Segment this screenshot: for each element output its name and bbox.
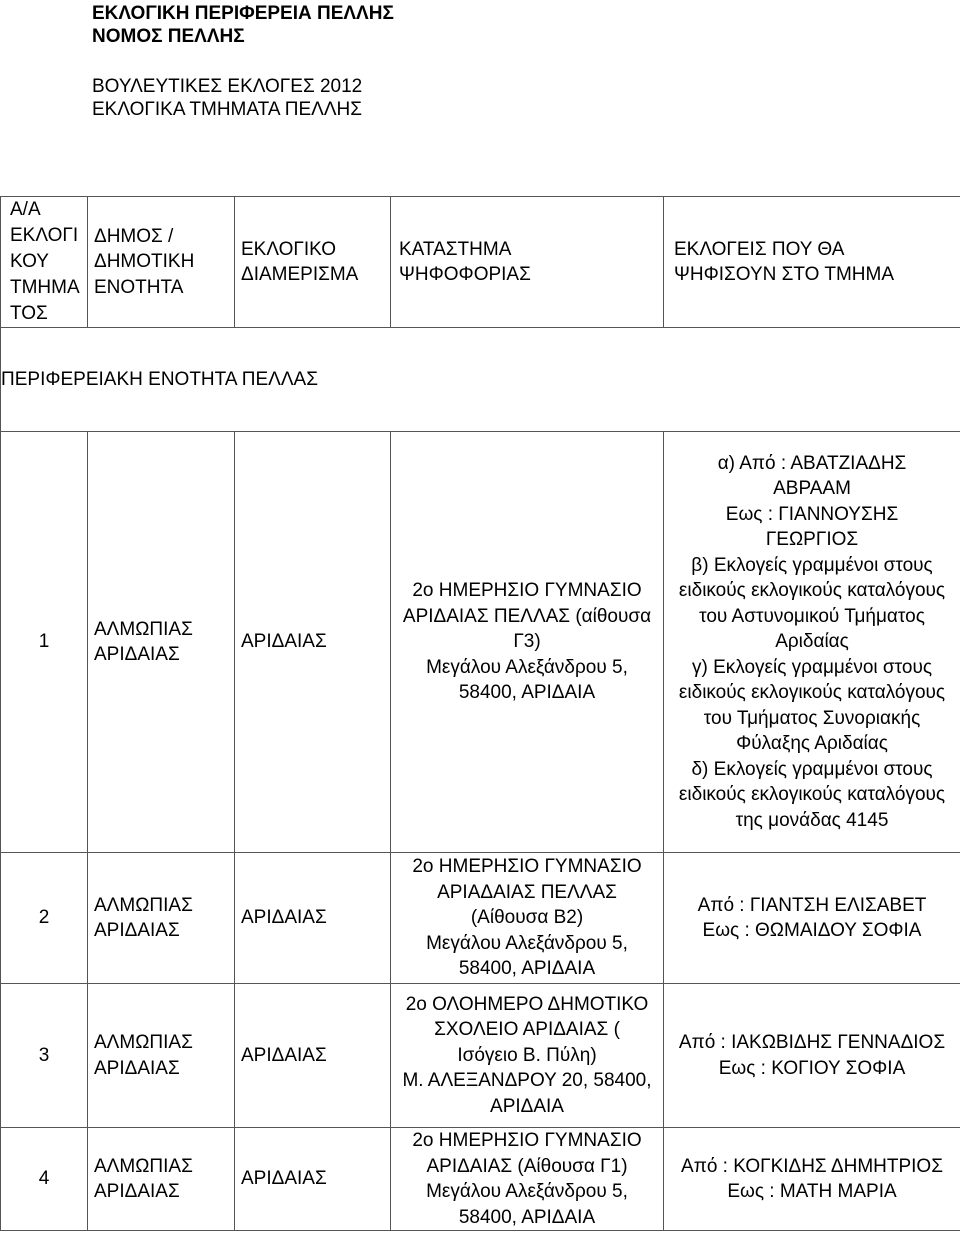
row-municipality-line: ΑΛΜΩΠΙΑΣ — [94, 894, 193, 916]
row-polling-station-line: ΑΡΙΑΔΑΙΑΣ ΠΕΛΛΑΣ — [437, 881, 617, 903]
row-polling-station-line: 58400, ΑΡΙΔΑΙΑ — [458, 1206, 596, 1228]
row-polling-station — [391, 984, 664, 1128]
column-header-line: ΕΚΛΟΓΙΚΟ — [241, 238, 337, 260]
row-voters-line: ειδικούς εκλογικούς καταλόγους — [678, 682, 946, 704]
row-polling-station-line: 2ο ΗΜΕΡΗΣΙΟ ΓΥΜΝΑΣΙΟ — [412, 1130, 642, 1151]
row-voters-line: της μονάδας 4145 — [735, 809, 889, 831]
header-sections: ΕΚΛΟΓΙΚΑ ΤΜΗΜΑΤΑ ΠΕΛΛΗΣ — [92, 99, 362, 120]
row-municipality-line: ΑΡΙΔΑΙΑΣ — [94, 920, 180, 941]
row-polling-station — [391, 853, 664, 984]
row-voters-line: Από : ΓΙΑΝΤΣΗ ΕΛΙΣΑΒΕΤ — [697, 894, 927, 916]
column-header-polling-station — [391, 197, 664, 328]
row-polling-station-line: ΑΡΙΔΑΙΑΣ (Αίθουσα Γ1) — [426, 1155, 628, 1177]
row-municipality — [88, 432, 235, 853]
row-polling-station-line: Ισόγειο Β. Πύλη) — [457, 1044, 597, 1066]
column-header-line: ΔΙΑΜΕΡΙΣΜΑ — [241, 264, 359, 285]
row-polling-station-line: (Αίθουσα Β2) — [470, 907, 584, 929]
row-voters-line: Από : ΙΑΚΩΒΙΔΗΣ ΓΕΝΝΑΔΙΟΣ — [678, 1032, 946, 1053]
polling-stations-table — [0, 196, 960, 1231]
row-polling-station-line: 2ο ΗΜΕΡΗΣΙΟ ΓΥΜΝΑΣΙΟ — [412, 580, 642, 602]
row-polling-station — [391, 1128, 664, 1231]
row-voters-line: του Τμήματος Συνοριακής — [703, 707, 921, 729]
row-municipality — [88, 853, 235, 984]
row-municipality-line: ΑΛΜΩΠΙΑΣ — [94, 1155, 193, 1177]
row-municipality — [88, 984, 235, 1128]
row-voters-line: ειδικούς εκλογικούς καταλόγους — [678, 580, 946, 602]
table-row — [1, 1128, 960, 1231]
column-header-line: ΚΟΥ — [10, 251, 49, 272]
header-election: ΒΟΥΛΕΥΤΙΚΕΣ ΕΚΛΟΓΕΣ 2012 — [92, 76, 363, 97]
column-header-municipality — [88, 197, 235, 328]
row-district: ΑΡΙΔΑΙΑΣ — [235, 984, 391, 1128]
row-polling-station-line: Μεγάλου Αλεξάνδρου 5, — [426, 1181, 628, 1202]
table-row — [1, 984, 960, 1128]
row-polling-station-line: 2ο ΟΛΟΗΜΕΡΟ ΔΗΜΟΤΙΚΟ — [405, 993, 649, 1015]
row-voters — [664, 984, 960, 1128]
column-header-district — [235, 197, 391, 328]
table-row — [1, 432, 960, 853]
row-district: ΑΡΙΔΑΙΑΣ — [235, 432, 391, 853]
row-polling-station-line: Μ. ΑΛΕΞΑΝΔΡΟΥ 20, 58400, — [402, 1070, 652, 1092]
column-header-line: ΕΝΟΤΗΤΑ — [94, 276, 184, 298]
row-polling-station-line: ΑΡΙΔΑΙΑΣ ΠΕΛΛΑΣ (αίθουσα — [402, 605, 652, 627]
row-voters-line: Εως : ΘΩΜΑΙΔΟΥ ΣΟΦΙΑ — [702, 920, 922, 941]
row-polling-station-line: 58400, ΑΡΙΔΑΙΑ — [458, 682, 596, 704]
column-header-line: ΨΗΦΟΦΟΡΙΑΣ — [399, 264, 531, 285]
column-header-line: ΤΜΗΜΑ — [10, 277, 80, 298]
row-number: 1 — [1, 432, 88, 853]
column-header-voters — [664, 197, 960, 328]
row-polling-station-line: Μεγάλου Αλεξάνδρου 5, — [426, 656, 628, 678]
row-voters-line: β) Εκλογείς γραμμένοι στους — [691, 554, 933, 576]
row-municipality-line: ΑΛΜΩΠΙΑΣ — [94, 1032, 193, 1053]
column-header-line: ΕΚΛΟΓΙ — [10, 225, 79, 246]
column-header-line: ΨΗΦΙΣΟΥΝ ΣΤΟ ΤΜΗΜΑ — [674, 264, 894, 285]
column-header-line: Α/Α — [10, 199, 41, 220]
row-number: 2 — [1, 853, 88, 984]
row-district: ΑΡΙΔΑΙΑΣ — [235, 1128, 391, 1231]
row-voters-line: Εως : ΓΙΑΝΝΟΥΣΗΣ — [725, 503, 899, 525]
row-voters-line: Φύλαξης Αριδαίας — [736, 733, 888, 755]
column-header-line: ΔΗΜΟΤΙΚΗ — [94, 251, 195, 273]
row-voters-line: ΑΒΡΑΑΜ — [773, 478, 851, 500]
row-municipality-line: ΑΛΜΩΠΙΑΣ — [94, 618, 193, 640]
row-voters-line: δ) Εκλογείς γραμμένοι στους — [691, 758, 933, 780]
section-row — [1, 328, 960, 432]
row-voters-line: Εως : ΚΟΓΙΟΥ ΣΟΦΙΑ — [718, 1057, 906, 1079]
row-polling-station-line: ΣΧΟΛΕΙΟ ΑΡΙΔΑΙΑΣ ( — [434, 1019, 620, 1041]
row-municipality-line: ΑΡΙΔΑΙΑΣ — [94, 1181, 180, 1202]
column-header-line: ΤΟΣ — [10, 303, 48, 324]
row-polling-station — [391, 432, 664, 853]
row-number: 4 — [1, 1128, 88, 1231]
row-polling-station-line: ΑΡΙΔΑΙΑ — [490, 1095, 564, 1117]
row-municipality-line: ΑΡΙΔΑΙΑΣ — [94, 644, 180, 665]
column-header-line: ΔΗΜΟΣ / — [94, 225, 174, 247]
row-voters-line: Από : ΚΟΓΚΙΔΗΣ ΔΗΜΗΤΡΙΟΣ — [681, 1155, 943, 1177]
row-voters — [664, 853, 960, 984]
row-voters — [664, 1128, 960, 1231]
table-header-row — [1, 197, 960, 328]
header-prefecture: ΝΟΜΟΣ ΠΕΛΛΗΣ — [92, 26, 245, 47]
row-voters — [664, 432, 960, 853]
row-polling-station-line: Μεγάλου Αλεξάνδρου 5, — [426, 932, 628, 954]
row-voters-line: Αριδαίας — [775, 631, 849, 653]
row-voters-line: του Αστυνομικού Τμήματος — [699, 605, 925, 627]
table-row — [1, 853, 960, 984]
column-header-line: ΕΚΛΟΓΕΙΣ ΠΟΥ ΘΑ — [674, 238, 845, 260]
row-municipality — [88, 1128, 235, 1231]
row-voters-line: ΓΕΩΡΓΙΟΣ — [765, 529, 859, 551]
row-number: 3 — [1, 984, 88, 1128]
row-voters-line: γ) Εκλογείς γραμμένοι στους — [692, 656, 932, 678]
column-header-line: ΚΑΤΑΣΤΗΜΑ — [399, 238, 512, 260]
row-polling-station-line: Γ3) — [513, 631, 541, 653]
row-district: ΑΡΙΔΑΙΑΣ — [235, 853, 391, 984]
row-municipality-line: ΑΡΙΔΑΙΑΣ — [94, 1057, 180, 1079]
section-title: ΠΕΡΙΦΕΡΕΙΑΚΗ ΕΝΟΤΗΤΑ ΠΕΛΛΑΣ — [1, 328, 960, 432]
row-polling-station-line: 2ο ΗΜΕΡΗΣΙΟ ΓΥΜΝΑΣΙΟ — [412, 856, 642, 878]
row-polling-station-line: 58400, ΑΡΙΔΑΙΑ — [458, 958, 596, 980]
header-region: ΕΚΛΟΓΙΚΗ ΠΕΡΙΦΕΡΕΙΑ ΠΕΛΛΗΣ — [92, 3, 394, 24]
row-voters-line: ειδικούς εκλογικούς καταλόγους — [678, 784, 946, 806]
column-header-number — [1, 197, 88, 328]
row-voters-line: α) Από : ΑΒΑΤΖΙΑΔΗΣ — [717, 452, 907, 474]
row-voters-line: Εως : ΜΑΤΗ ΜΑΡΙΑ — [727, 1181, 897, 1202]
